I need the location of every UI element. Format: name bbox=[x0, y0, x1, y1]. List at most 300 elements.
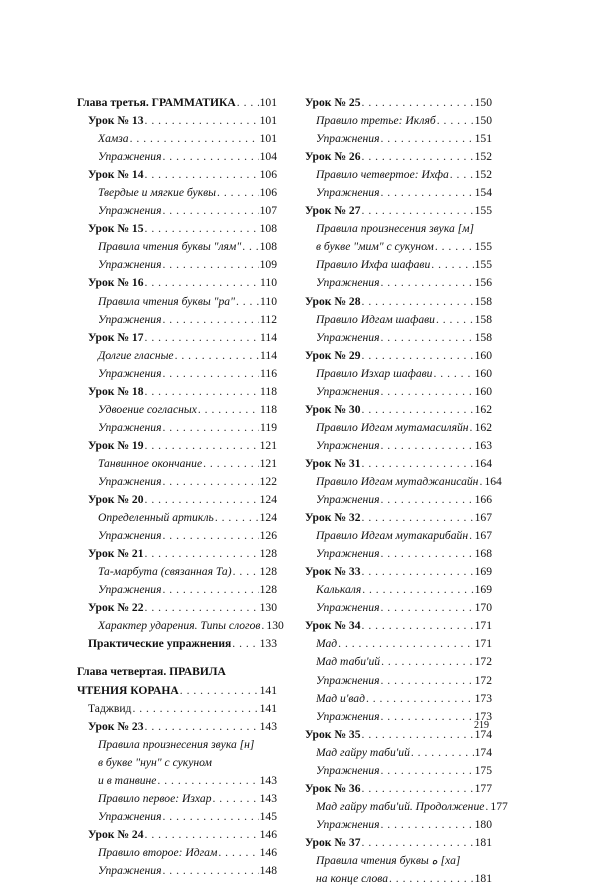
toc-entry-page: 124 bbox=[259, 511, 277, 525]
toc-entry-title: на конце слова bbox=[316, 872, 388, 886]
toc-entry-page: 160 bbox=[474, 384, 492, 398]
dot-leader bbox=[145, 220, 259, 238]
toc-lesson-entry bbox=[77, 599, 277, 617]
dot-leader bbox=[362, 509, 474, 527]
toc-topic-entry bbox=[305, 383, 492, 401]
dot-leader bbox=[470, 419, 474, 437]
toc-chapter-heading bbox=[77, 94, 277, 112]
toc-topic-entry bbox=[305, 238, 492, 256]
toc-lesson-entry bbox=[305, 726, 492, 744]
toc-entry-title: Мад bbox=[316, 637, 338, 651]
dot-leader bbox=[411, 744, 474, 762]
toc-topic-entry bbox=[77, 401, 277, 419]
toc-topic-entry bbox=[77, 365, 277, 383]
dot-leader bbox=[362, 401, 474, 419]
toc-topic-entry bbox=[77, 184, 277, 202]
dot-leader bbox=[338, 635, 473, 653]
dot-leader bbox=[175, 347, 259, 365]
toc-entry-page: 150 bbox=[474, 114, 492, 128]
toc-entry-page: 177 bbox=[474, 781, 492, 795]
dot-leader bbox=[130, 130, 259, 148]
toc-entry-title: Мад таби'ий bbox=[316, 655, 381, 669]
toc-entry-title: Упражнения bbox=[316, 276, 380, 290]
dot-leader bbox=[233, 563, 259, 581]
toc-entry-title: Долгие гласные bbox=[98, 348, 174, 362]
toc-entry-page: 169 bbox=[474, 583, 492, 597]
toc-entry-page: 171 bbox=[474, 637, 492, 651]
toc-topic-entry bbox=[305, 762, 492, 780]
toc-entry-title: Урок № 30 bbox=[305, 402, 361, 416]
dot-leader bbox=[381, 653, 474, 671]
toc-entry-title: Упражнения bbox=[316, 330, 380, 344]
section-gap bbox=[77, 653, 277, 663]
toc-lesson-entry bbox=[305, 401, 492, 419]
toc-entry-title: Урок № 21 bbox=[88, 547, 144, 561]
toc-topic-entry bbox=[77, 563, 277, 581]
toc-entry-title: Упражнения bbox=[98, 312, 162, 326]
toc-entry-title: Урок № 32 bbox=[305, 511, 361, 525]
toc-entry-title: Урок № 28 bbox=[305, 294, 361, 308]
toc-lesson-entry bbox=[77, 545, 277, 563]
toc-entry-title: Твердые и мягкие буквы bbox=[98, 186, 217, 200]
toc-entry-title: Упражнения bbox=[316, 438, 380, 452]
toc-topic-entry bbox=[77, 844, 277, 862]
toc-lesson-entry bbox=[305, 293, 492, 311]
dot-leader bbox=[145, 166, 259, 184]
toc-topic-entry bbox=[305, 491, 492, 509]
toc-lesson-entry bbox=[305, 202, 492, 220]
toc-topic-entry bbox=[305, 166, 492, 184]
dot-leader bbox=[362, 148, 474, 166]
dot-leader bbox=[217, 184, 259, 202]
toc-entry-title: ЧТЕНИЯ КОРАНА bbox=[77, 683, 179, 697]
toc-entry-title: Правило третье: Икляб bbox=[316, 114, 436, 128]
dot-leader bbox=[436, 311, 474, 329]
toc-topic-entry bbox=[77, 754, 277, 772]
toc-entry-title: Правила произнесения звука [м] bbox=[316, 222, 475, 236]
toc-entry-title: Урок № 20 bbox=[88, 493, 144, 507]
toc-entry-title: Урок № 13 bbox=[88, 114, 144, 128]
dot-leader bbox=[145, 599, 259, 617]
toc-entry-page: 119 bbox=[260, 420, 277, 434]
toc-entry-title: Характер ударения. Типы слогов bbox=[98, 619, 261, 633]
dot-leader bbox=[362, 455, 474, 473]
toc-entry-page: 171 bbox=[474, 619, 492, 633]
toc-entry-title: Урок № 23 bbox=[88, 719, 144, 733]
toc-entry-title: Правило Идгам мутаджанисайн bbox=[316, 474, 479, 488]
toc-entry-page: 101 bbox=[259, 114, 277, 128]
toc-entry-page: 107 bbox=[259, 204, 277, 218]
toc-entry-title: Правило Идгам шафави bbox=[316, 312, 435, 326]
toc-entry-page: 116 bbox=[260, 366, 277, 380]
toc-entry-title: Упражнения bbox=[316, 673, 380, 687]
toc-entry-page: 108 bbox=[259, 240, 277, 254]
dot-leader bbox=[362, 293, 474, 311]
dot-leader bbox=[381, 672, 474, 690]
toc-entry-title: Правила произнесения звука [н] bbox=[98, 737, 255, 751]
toc-topic-entry bbox=[305, 437, 492, 455]
toc-entry-page: 133 bbox=[259, 637, 277, 651]
toc-topic-entry bbox=[305, 672, 492, 690]
toc-entry-title: Урок № 14 bbox=[88, 168, 144, 182]
toc-topic-entry bbox=[305, 599, 492, 617]
toc-column-right bbox=[305, 94, 508, 888]
toc-entry-page: 173 bbox=[474, 691, 492, 705]
toc-entry-page: 155 bbox=[474, 258, 492, 272]
toc-entry-page: 158 bbox=[474, 330, 492, 344]
toc-entry-title: Танвинное окончание bbox=[98, 456, 203, 470]
toc-lesson-entry bbox=[77, 383, 277, 401]
toc-entry-page: 173 bbox=[474, 709, 492, 723]
dot-leader bbox=[469, 527, 474, 545]
toc-topic-entry bbox=[305, 220, 492, 238]
toc-topic-entry bbox=[305, 581, 492, 599]
toc-entry-title: Урок № 24 bbox=[88, 827, 144, 841]
dot-leader bbox=[389, 870, 474, 888]
toc-entry-title: Хамза bbox=[98, 132, 129, 146]
toc-entry-page: 112 bbox=[260, 312, 277, 326]
toc-topic-entry bbox=[77, 808, 277, 826]
toc-topic-entry bbox=[305, 419, 492, 437]
toc-lesson-entry bbox=[77, 491, 277, 509]
toc-entry-page: 130 bbox=[259, 601, 277, 615]
toc-entry-title: Упражнения bbox=[98, 150, 162, 164]
dot-leader bbox=[145, 112, 259, 130]
dot-leader bbox=[485, 798, 489, 816]
dot-leader bbox=[163, 473, 259, 491]
dot-leader bbox=[362, 617, 474, 635]
toc-entry-page: 109 bbox=[259, 258, 277, 272]
toc-entry-page: 108 bbox=[259, 222, 277, 236]
toc-entry-page: 121 bbox=[259, 456, 277, 470]
toc-lesson-entry bbox=[77, 718, 277, 736]
toc-entry-page: 170 bbox=[474, 601, 492, 615]
dot-leader bbox=[381, 130, 474, 148]
toc-topic-entry bbox=[77, 347, 277, 365]
dot-leader bbox=[437, 112, 474, 130]
dot-leader bbox=[435, 238, 474, 256]
toc-entry-page: 143 bbox=[259, 773, 277, 787]
toc-entry-page: 163 bbox=[474, 438, 492, 452]
toc-entry-title: Упражнения bbox=[316, 817, 380, 831]
toc-entry-page: 130 bbox=[266, 619, 284, 633]
dot-leader bbox=[145, 437, 259, 455]
dot-leader bbox=[381, 383, 474, 401]
toc-lesson-entry bbox=[305, 347, 492, 365]
toc-entry-title: Практические упражнения bbox=[88, 637, 232, 651]
toc-entry-title: в букве "мим" с сукуном bbox=[316, 240, 434, 254]
toc-entry-title: Упражнения bbox=[98, 863, 162, 877]
toc-entry-title: Мад и'вад bbox=[316, 691, 365, 705]
toc-lesson-entry bbox=[77, 274, 277, 292]
dot-leader bbox=[145, 491, 259, 509]
dot-leader bbox=[203, 455, 259, 473]
toc-topic-entry bbox=[305, 852, 492, 870]
toc-entry-page: 160 bbox=[474, 348, 492, 362]
dot-leader bbox=[381, 274, 474, 292]
toc-lesson-entry bbox=[77, 220, 277, 238]
dot-leader bbox=[237, 94, 259, 112]
toc-topic-entry bbox=[77, 238, 277, 256]
toc-entry-page: 150 bbox=[474, 96, 492, 109]
toc-entry-page: 141 bbox=[259, 701, 277, 715]
dot-leader bbox=[163, 365, 260, 383]
toc-entry-title: Правила чтения буквы "лям" bbox=[98, 240, 242, 254]
toc-entry-page: 128 bbox=[259, 565, 277, 579]
toc-topic-entry bbox=[77, 293, 277, 311]
toc-entry-title: Упражнения bbox=[316, 763, 380, 777]
toc-entry-page: 101 bbox=[259, 132, 277, 146]
toc-entry-page: 181 bbox=[474, 872, 492, 886]
toc-entry-title: в букве "нун" с сукуном bbox=[98, 755, 212, 769]
toc-lesson-entry bbox=[77, 437, 277, 455]
toc-entry-page: 156 bbox=[474, 276, 492, 290]
toc-entry-page: 122 bbox=[259, 474, 277, 488]
toc-topic-entry bbox=[305, 690, 492, 708]
dot-leader bbox=[431, 256, 473, 274]
dot-leader bbox=[163, 256, 259, 274]
toc-entry-title: Мад гайру таби'ий. Продолжение bbox=[316, 799, 485, 813]
dot-leader bbox=[362, 347, 474, 365]
toc-entry-page: 172 bbox=[474, 673, 492, 687]
toc-entry-page: 168 bbox=[474, 547, 492, 561]
toc-entry-page: 114 bbox=[260, 330, 277, 344]
dot-leader bbox=[479, 473, 483, 491]
dot-leader bbox=[261, 617, 265, 635]
toc-entry-page: 177 bbox=[490, 799, 508, 813]
toc-topic-entry bbox=[305, 653, 492, 671]
toc-entry-title: Урок № 31 bbox=[305, 456, 361, 470]
toc-topic-entry bbox=[305, 274, 492, 292]
toc-entry-page: 106 bbox=[259, 186, 277, 200]
dot-leader bbox=[145, 826, 259, 844]
dot-leader bbox=[163, 202, 259, 220]
toc-entry-title: Упражнения bbox=[98, 420, 162, 434]
toc-entry-title: Глава четвертая. ПРАВИЛА bbox=[77, 665, 226, 679]
toc-topic-entry bbox=[305, 708, 492, 726]
toc-entry-page: 162 bbox=[474, 420, 492, 434]
toc-entry-page: 172 bbox=[474, 655, 492, 669]
toc-entry-title: Упражнения bbox=[98, 583, 162, 597]
dot-leader bbox=[145, 383, 260, 401]
toc-entry-title: и в танвине bbox=[98, 773, 157, 787]
toc-entry-page: 145 bbox=[259, 809, 277, 823]
dot-leader bbox=[163, 419, 260, 437]
dot-leader bbox=[218, 844, 258, 862]
toc-topic-entry bbox=[77, 473, 277, 491]
toc-entry-page: 118 bbox=[260, 402, 277, 416]
dot-leader bbox=[242, 238, 258, 256]
toc-entry-title: Правила чтения буквы ه [ха] bbox=[316, 853, 461, 867]
toc-entry-page: 118 bbox=[260, 384, 277, 398]
toc-topic-entry bbox=[77, 790, 277, 808]
toc-entry-page: 128 bbox=[259, 583, 277, 597]
dot-leader bbox=[132, 700, 258, 718]
toc-topic-entry bbox=[77, 130, 277, 148]
toc-entry-title: Правило Идгам мутакарибайн bbox=[316, 529, 469, 543]
toc-lesson-entry bbox=[305, 148, 492, 166]
toc-lesson-entry bbox=[305, 94, 492, 112]
toc-entry-title: Урок № 25 bbox=[305, 96, 361, 109]
toc-entry-title: Урок № 16 bbox=[88, 276, 144, 290]
dot-leader bbox=[362, 94, 474, 112]
toc-entry-title: Упражнения bbox=[98, 474, 162, 488]
toc-entry-page: 164 bbox=[474, 456, 492, 470]
toc-entry-page: 175 bbox=[474, 763, 492, 777]
dot-leader bbox=[236, 293, 259, 311]
toc-entry-page: 110 bbox=[260, 294, 277, 308]
toc-entry-title: Глава третья. ГРАММАТИКА bbox=[77, 96, 236, 109]
toc-entry-title: Урок № 26 bbox=[305, 150, 361, 164]
toc-entry-title: Упражнения bbox=[316, 493, 380, 507]
toc-entry-title: Упражнения bbox=[98, 204, 162, 218]
toc-entry-page: 158 bbox=[474, 312, 492, 326]
toc-entry-title: Урок № 29 bbox=[305, 348, 361, 362]
toc-entry-page: 164 bbox=[484, 474, 502, 488]
toc-entry-title: Упражнения bbox=[98, 366, 162, 380]
toc-entry-page: 174 bbox=[474, 727, 492, 741]
toc-lesson-entry bbox=[305, 563, 492, 581]
dot-leader bbox=[157, 772, 258, 790]
dot-leader bbox=[145, 718, 259, 736]
toc-topic-entry bbox=[77, 509, 277, 527]
toc-entry-title: Правило Идгам мутамасиляйн bbox=[316, 420, 469, 434]
toc-chapter-heading bbox=[77, 682, 277, 700]
toc-entry-page: 143 bbox=[259, 791, 277, 805]
toc-entry-title: Упражнения bbox=[316, 547, 380, 561]
toc-topic-entry bbox=[305, 744, 492, 762]
toc-entry-title: Определенный артикль bbox=[98, 511, 214, 525]
toc-entry-title: Урок № 15 bbox=[88, 222, 144, 236]
toc-entry-title: Урок № 17 bbox=[88, 330, 144, 344]
toc-topic-entry bbox=[305, 365, 492, 383]
toc-lesson-entry bbox=[77, 635, 277, 653]
dot-leader bbox=[163, 527, 259, 545]
toc-entry-page: 146 bbox=[259, 845, 277, 859]
toc-entry-title: Таджвид bbox=[88, 701, 132, 715]
toc-entry-title: Упражнения bbox=[316, 709, 380, 723]
toc-entry-title: Упражнения bbox=[316, 601, 380, 615]
toc-topic-entry bbox=[305, 184, 492, 202]
dot-leader bbox=[180, 682, 259, 700]
toc-entry-page: 101 bbox=[259, 96, 277, 109]
toc-entry-title: Правило Ихфа шафави bbox=[316, 258, 431, 272]
toc-lesson-entry bbox=[77, 329, 277, 347]
dot-leader bbox=[450, 166, 474, 184]
toc-entry-title: Правило Изхар шафави bbox=[316, 366, 433, 380]
dot-leader bbox=[362, 563, 474, 581]
dot-leader bbox=[215, 509, 259, 527]
dot-leader bbox=[381, 816, 474, 834]
toc-entry-title: Урок № 19 bbox=[88, 438, 144, 452]
toc-topic-entry bbox=[305, 545, 492, 563]
toc-entry-title: Удвоение согласных bbox=[98, 402, 197, 416]
dot-leader bbox=[163, 862, 259, 880]
toc-entry-page: 141 bbox=[259, 683, 277, 697]
toc-entry-page: 114 bbox=[260, 348, 277, 362]
toc-topic-entry bbox=[77, 419, 277, 437]
toc-entry-page: 152 bbox=[474, 168, 492, 182]
toc-topic-entry bbox=[77, 256, 277, 274]
dot-leader bbox=[362, 780, 474, 798]
toc-lesson-entry bbox=[305, 455, 492, 473]
toc-topic-entry bbox=[77, 581, 277, 599]
dot-leader bbox=[381, 437, 474, 455]
toc-entry-title: Упражнения bbox=[98, 258, 162, 272]
dot-leader bbox=[232, 635, 258, 653]
toc-lesson-entry bbox=[305, 617, 492, 635]
toc-entry-title: Правила чтения буквы "ра" bbox=[98, 294, 235, 308]
toc-entry-page: 160 bbox=[474, 366, 492, 380]
toc-chapter-heading bbox=[77, 663, 277, 681]
dot-leader bbox=[381, 545, 474, 563]
toc-entry-title: Урок № 22 bbox=[88, 601, 144, 615]
toc-entry-title: Урок № 27 bbox=[305, 204, 361, 218]
toc-topic-entry bbox=[305, 473, 502, 491]
toc-topic-entry bbox=[305, 527, 492, 545]
toc-entry-page: 104 bbox=[259, 150, 277, 164]
toc-entry-title: Правило второе: Идгам bbox=[98, 845, 218, 859]
toc-entry-page: 158 bbox=[474, 294, 492, 308]
dot-leader bbox=[163, 311, 260, 329]
toc-topic-entry bbox=[77, 617, 284, 635]
toc-topic-entry bbox=[77, 736, 277, 754]
toc-entry-page: 180 bbox=[474, 817, 492, 831]
toc-entry-page: 121 bbox=[259, 438, 277, 452]
toc-entry-page: 128 bbox=[259, 547, 277, 561]
dot-leader bbox=[163, 148, 259, 166]
dot-leader bbox=[381, 491, 474, 509]
toc-entry-page: 124 bbox=[259, 493, 277, 507]
toc-topic-entry bbox=[305, 311, 492, 329]
toc-entry-page: 155 bbox=[474, 204, 492, 218]
toc-entry-page: 148 bbox=[259, 863, 277, 877]
toc-entry-title: Правило первое: Изхар bbox=[98, 791, 212, 805]
toc-entry-page: 155 bbox=[474, 240, 492, 254]
toc-entry-page: 110 bbox=[260, 276, 277, 290]
dot-leader bbox=[381, 599, 474, 617]
toc-entry-page: 166 bbox=[474, 493, 492, 507]
toc-lesson-entry bbox=[305, 780, 492, 798]
toc-entry-title: Калькаля bbox=[316, 583, 362, 597]
toc-entry-page: 167 bbox=[474, 529, 492, 543]
toc-topic-entry bbox=[77, 148, 277, 166]
dot-leader bbox=[366, 690, 474, 708]
toc-topic-entry bbox=[77, 455, 277, 473]
dot-leader bbox=[381, 708, 474, 726]
toc-topic-entry bbox=[305, 112, 492, 130]
dot-leader bbox=[381, 329, 474, 347]
toc-entry-page: 169 bbox=[474, 565, 492, 579]
toc-lesson-entry bbox=[305, 834, 492, 852]
dot-leader bbox=[163, 581, 259, 599]
toc-topic-entry bbox=[305, 130, 492, 148]
toc-entry-title: Мад гайру таби'ий bbox=[316, 745, 410, 759]
toc-topic-entry bbox=[305, 798, 508, 816]
toc-entry-title: Упражнения bbox=[316, 384, 380, 398]
toc-entry-title: Упражнения bbox=[316, 186, 380, 200]
toc-entry-title: Урок № 37 bbox=[305, 835, 361, 849]
toc-entry-page: 167 bbox=[474, 511, 492, 525]
toc-topic-entry bbox=[305, 816, 492, 834]
toc-entry-page: 143 bbox=[259, 719, 277, 733]
toc-topic-entry bbox=[305, 870, 492, 888]
toc-entry-page: 162 bbox=[474, 402, 492, 416]
toc-entry-page: 154 bbox=[474, 186, 492, 200]
toc-entry-title: Правило четвертое: Ихфа bbox=[316, 168, 449, 182]
toc-entry-page: 174 bbox=[474, 745, 492, 759]
page-number: 219 bbox=[474, 720, 489, 731]
